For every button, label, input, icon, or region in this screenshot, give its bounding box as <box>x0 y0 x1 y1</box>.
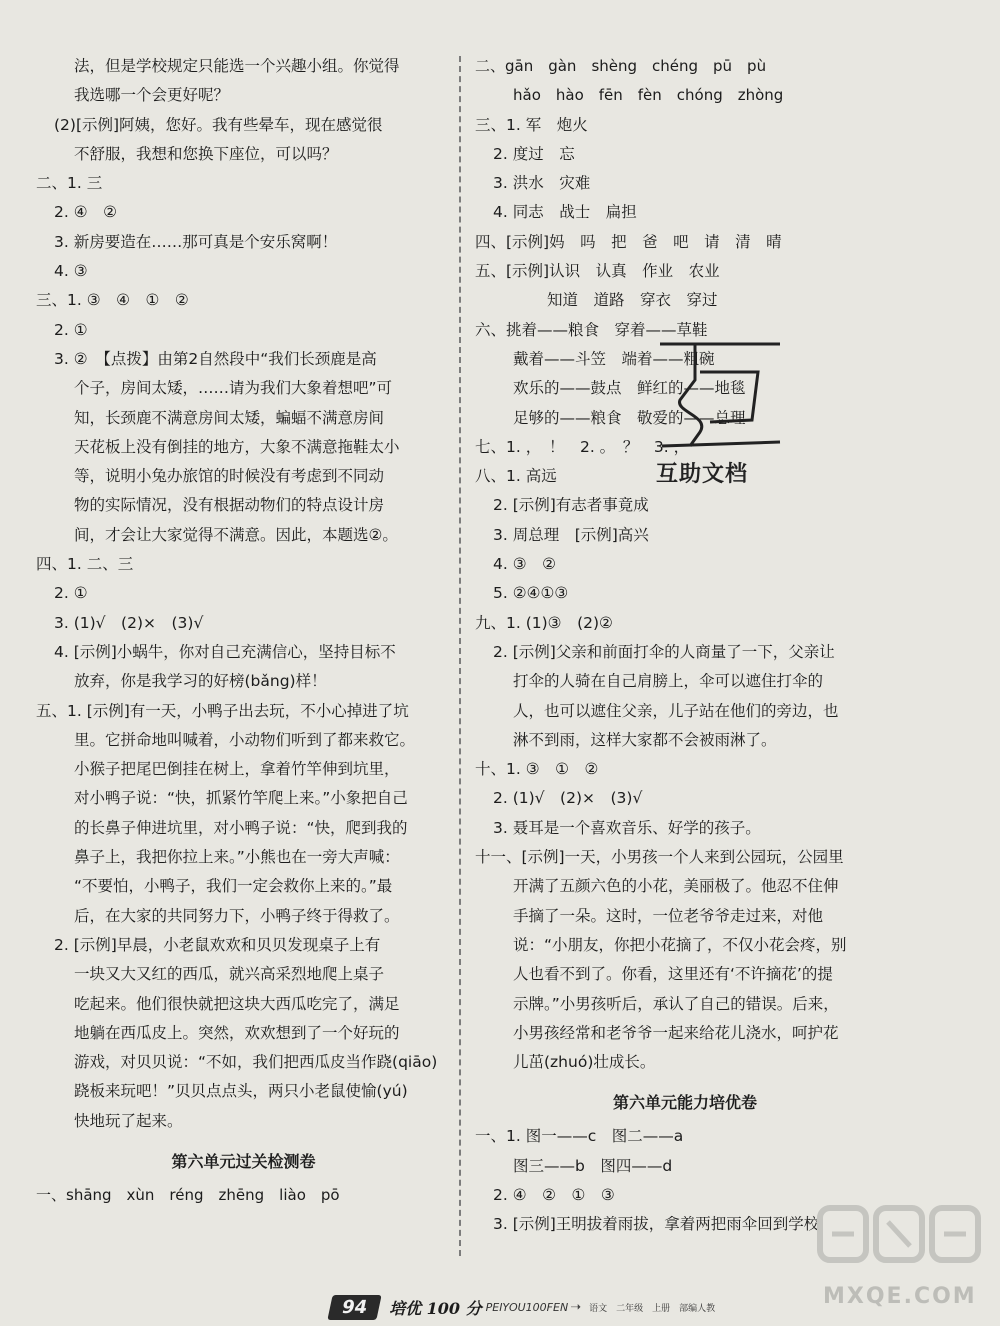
answer-line: 5. ②④①③ <box>493 584 569 603</box>
mxqe-watermark-text: MXQE.COM <box>823 1284 977 1309</box>
right-column <box>475 52 895 1240</box>
answer-line: 开满了五颜六色的小花，美丽极了。他忍不住伸 <box>513 877 839 896</box>
answer-line: 十、1. ③ ① ② <box>475 760 599 779</box>
answer-line: 四、[示例]妈 吗 把 爸 吧 请 清 晴 <box>475 232 782 251</box>
answer-line: 游戏，对贝贝说：“不如，我们把西瓜皮当作跷(qiāo) <box>74 1053 438 1072</box>
answer-line: 2. [示例]有志者事竟成 <box>493 496 649 515</box>
answer-line: 五、1. [示例]有一天，小鸭子出去玩，不小心掉进了坑 <box>36 701 409 720</box>
answer-line: 说：“小朋友，你把小花摘了，不仅小花会疼，别 <box>513 935 847 954</box>
answer-line: 人也看不到了。你看，这里还有‘不许摘花’的提 <box>513 965 833 984</box>
answer-line: 的长鼻子伸进坑里，对小鸭子说：“快，爬到我的 <box>74 818 408 837</box>
answer-line: 对小鸭子说：“快，抓紧竹竿爬上来。”小象把自己 <box>74 789 408 808</box>
brand-title: 培优 100 分 <box>389 1298 482 1318</box>
answer-line: 三、1. ③ ④ ① ② <box>36 291 189 310</box>
answer-line: 天花板上没有倒挂的地方，大象不满意拖鞋太小 <box>74 437 400 456</box>
answer-line: 后，在大家的共同努力下，小鸭子终于得救了。 <box>74 906 400 925</box>
answer-line: 2. [示例]早晨，小老鼠欢欢和贝贝发现桌子上有 <box>54 935 381 954</box>
answer-line: 3. [示例]王明拔着雨拔，拿着两把雨伞回到学校， <box>493 1215 835 1234</box>
answer-line: 不舒服，我想和您换下座位，可以吗？ <box>74 144 338 163</box>
answer-line: 3. 洪水 灾难 <box>493 174 591 193</box>
answer-line: 2. ④ ② <box>54 203 118 222</box>
answer-line: 2. ④ ② ① ③ <box>493 1185 615 1204</box>
answer-line: 打伞的人骑在自己肩膀上，伞可以遮住打伞的 <box>513 672 824 691</box>
left-column <box>36 52 451 1210</box>
answer-line: “不要怕，小鸭子，我们一定会救你上来的。”最 <box>74 877 393 896</box>
brand-subtitle: PEIYOU100FEN <box>485 1300 569 1314</box>
section-heading-unit6-advanced: 第六单元能力培优卷 <box>612 1093 757 1113</box>
left-answers-after <box>36 1181 451 1210</box>
answer-line: 快地玩了起来。 <box>74 1111 183 1130</box>
answer-line: 小猴子把尾巴倒挂在树上，拿着竹竿伸到坑里， <box>74 760 400 779</box>
answer-line: 八、1. 高远 <box>475 467 557 486</box>
book-info: 语文 二年级 上册 部编人教 <box>589 1303 716 1314</box>
answer-line: 四、1. 二、三 <box>36 555 134 574</box>
column-divider <box>459 56 461 1256</box>
page-footer <box>330 1292 715 1322</box>
answer-line: (2)[示例]阿姨，您好。我有些晕车，现在感觉很 <box>54 115 383 134</box>
answer-line: 3. 新房要造在……那可真是个安乐窝啊！ <box>54 232 338 251</box>
answer-line: 九、1. (1)③ (2)② <box>475 613 613 632</box>
page-number: 94 <box>327 1295 381 1320</box>
answer-line: 个子，房间太矮，……请为我们大象着想吧”可 <box>74 379 393 398</box>
answer-line: 等，说明小兔办旅馆的时候没有考虑到不同动 <box>74 467 385 486</box>
answer-line: 2. ① <box>54 584 88 603</box>
answer-line: 地躺在西瓜皮上。突然，欢欢想到了一个好玩的 <box>74 1023 400 1042</box>
answer-line: 里。它拼命地叫喊着，小动物们听到了都来救它。 <box>74 730 416 749</box>
answer-line: 一、shāng xùn réng zhēng liào pō <box>36 1185 340 1204</box>
answer-line: 淋不到雨，这样大家都不会被雨淋了。 <box>513 730 777 749</box>
answer-line: 小男孩经常和老爷爷一起来给花儿浇水，呵护花 <box>513 1023 839 1042</box>
answer-line: 图三——b 图四——d <box>513 1156 673 1175</box>
huzhu-watermark-text: 互助文档 <box>656 462 749 487</box>
answer-line: 知，长颈鹿不满意房间太矮，蝙蝠不满意房间 <box>74 408 385 427</box>
answer-line: 4. 同志 战士 扁担 <box>493 203 637 222</box>
section-heading-unit6-test: 第六单元过关检测卷 <box>171 1151 316 1171</box>
answer-line: 吃起来。他们很快就把这块大西瓜吃完了，满足 <box>74 994 400 1013</box>
answer-line: 2. 度过 忘 <box>493 144 575 163</box>
answer-line: 足够的——粮食 敬爱的——总理 <box>513 408 746 427</box>
answer-line: 知道 道路 穿衣 穿过 <box>547 291 718 310</box>
answer-line: 放弃，你是我学习的好榜(bǎng)样！ <box>74 672 327 691</box>
answer-line: 物的实际情况，没有根据动物们的特点设计房 <box>74 496 385 515</box>
answer-line: 人，也可以遮住父亲，儿子站在他们的旁边，也 <box>513 701 839 720</box>
answer-line: 三、1. 军 炮火 <box>475 115 588 134</box>
answer-line: 3. 周总理 [示例]高兴 <box>493 525 649 544</box>
answer-line: 戴着——斗笠 端着——粗碗 <box>513 349 715 368</box>
answer-line: 4. ③ ② <box>493 555 557 574</box>
answer-line: 二、1. 三 <box>36 174 103 193</box>
answer-line: 3. 聂耳是一个喜欢音乐、好学的孩子。 <box>493 818 761 837</box>
answer-line: 2. (1)√ (2)× (3)√ <box>493 789 643 808</box>
right-answers <box>475 52 895 1077</box>
answer-line: 手摘了一朵。这时，一位老爷爷走过来，对他 <box>513 906 824 925</box>
answer-line: 3. (1)√ (2)× (3)√ <box>54 613 204 632</box>
answer-line: 4. [示例]小蜗牛，你对自己充满信心，坚持目标不 <box>54 642 396 661</box>
answer-line: 二、gān gàn shèng chéng pū pù <box>475 57 767 75</box>
answer-line: 鼻子上，我把你拉上来。”小熊也在一旁大声喊： <box>74 848 400 867</box>
answer-line: 五、[示例]认识 认真 作业 农业 <box>475 262 720 281</box>
answer-line: 一块又大又红的西瓜，就兴高采烈地爬上桌子 <box>74 965 385 984</box>
answer-line: 2. [示例]父亲和前面打伞的人商量了一下，父亲让 <box>493 642 835 661</box>
answer-line: 法，但是学校规定只能选一个兴趣小组。你觉得 <box>74 57 400 75</box>
answer-line: 2. ① <box>54 320 88 339</box>
answer-line: 七、1. ， ！ 2. 。 ？ 3. ， <box>475 437 690 456</box>
answer-line: 示牌。”小男孩听后，承认了自己的错误。后来， <box>513 994 839 1013</box>
left-answers <box>36 52 451 1136</box>
answer-line: 儿茁(zhuó)壮成长。 <box>513 1053 656 1072</box>
answer-line: 我选哪一个会更好呢？ <box>74 86 230 105</box>
answer-line: 十一、[示例]一天，小男孩一个人来到公园玩，公园里 <box>475 848 844 867</box>
answer-line: 一、1. 图一——c 图二——a <box>475 1127 684 1146</box>
answer-line: 3. ② 【点拨】由第2自然段中“我们长颈鹿是高 <box>54 349 377 368</box>
answer-line: 间，才会让大家觉得不满意。因此，本题选②。 <box>74 525 398 544</box>
answer-line: 4. ③ <box>54 262 88 281</box>
answer-line: 欢乐的——鼓点 鲜红的——地毯 <box>513 379 746 398</box>
answer-line: 六、挑着——粮食 穿着——草鞋 <box>475 320 708 339</box>
arrow-right-icon: ➝ <box>570 1299 582 1315</box>
answer-line: 跷板来玩吧！”贝贝点点头，两只小老鼠使愉(yú) <box>74 1082 408 1101</box>
answer-line: hǎo hào fēn fèn chóng zhòng <box>513 86 784 105</box>
